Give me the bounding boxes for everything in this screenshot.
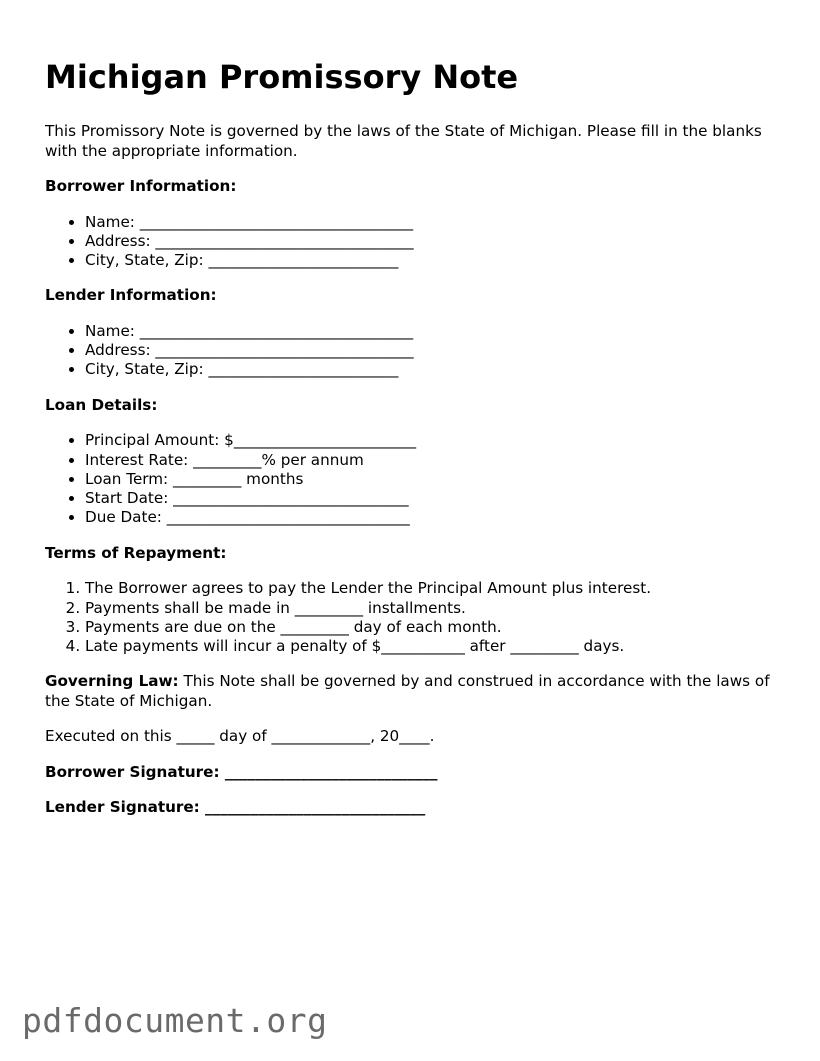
loan-term-line: • Loan Term: _________ months [85,470,785,489]
borrower-signature-line: Borrower Signature: ____________________________ [45,762,438,781]
watermark: pdfdocument.org [22,1001,328,1040]
repayment-term: 1. The Borrower agrees to pay the Lender the Principal Amount plus interest. [85,579,785,598]
lender-signature-line: Lender Signature: _____________________________ [45,798,426,817]
start-date-line: • Start Date: _______________________________ [85,489,785,508]
borrower-city-line: • City, State, Zip: _________________________ [85,251,785,270]
intro-paragraph: This Promissory Note is governed by the laws of the State of Michigan. Please fill in the blanks with the appropriate information. [45,122,762,160]
borrower-list [45,213,785,271]
lender-heading: Lender Information: [45,286,217,305]
loan-list [45,431,785,527]
interest-rate-line: • Interest Rate: _________% per annum [85,451,785,470]
lender-name-line: • Name: ____________________________________ [85,322,785,341]
borrower-heading: Borrower Information: [45,177,237,195]
principal-amount-line: • Principal Amount: $________________________ [85,431,785,450]
repayment-heading: Terms of Repayment: [45,543,227,562]
repayment-list [45,579,785,656]
lender-list [45,322,785,380]
page-title: Michigan Promissory Note [45,58,519,96]
borrower-name-line: • Name: ____________________________________ [85,213,785,232]
executed-line: Executed on this _____ day of _____________, 20____. [45,727,435,746]
repayment-term: 2. Payments shall be made in _________ installments. [85,599,785,618]
repayment-term: 3. Payments are due on the _________ day of each month. [85,618,785,637]
lender-address-line: • Address: __________________________________ [85,341,785,360]
repayment-term: 4. Late payments will incur a penalty of $___________ after _________ days. [85,637,785,656]
due-date-line: • Due Date: ________________________________ [85,508,785,527]
lender-city-line: • City, State, Zip: _________________________ [85,360,785,379]
governing-law-label: Governing Law: [45,672,179,691]
governing-law-paragraph [45,672,785,711]
borrower-address-line: • Address: __________________________________ [85,232,785,251]
governing-law-text: This Note shall be governed by and construed in accordance with the laws of the State of Michigan. [45,672,770,710]
document-page [45,58,785,834]
loan-heading: Loan Details: [45,395,158,414]
